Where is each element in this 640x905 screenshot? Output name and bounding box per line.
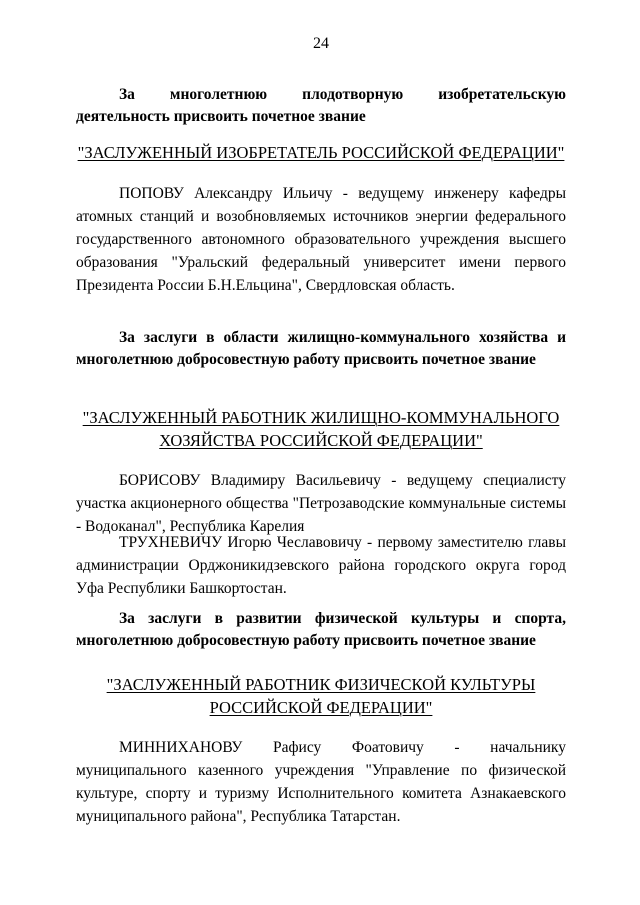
award-title-line: "ЗАСЛУЖЕННЫЙ РАБОТНИК ЖИЛИЩНО-КОММУНАЛЬНОГО: [82, 408, 560, 427]
page-number: 24: [313, 35, 329, 52]
nominee-paragraph: МИННИХАНОВУ Рафису Фоатовичу - начальнику муниципального казенного учреждения "Управление по физической культуре, спорту и туризму Исполнительного комитета Азнакаевского муниципального района", Республика Татарстан.: [76, 739, 566, 825]
award-title-line: ХОЗЯЙСТВА РОССИЙСКОЙ ФЕДЕРАЦИИ": [159, 431, 483, 450]
nominee-paragraph: БОРИСОВУ Владимиру Васильевичу - ведущему специалисту участка акционерного общества "Петрозаводские коммунальные системы - Водоканал", Республика Карелия: [76, 472, 566, 535]
award-title: "ЗАСЛУЖЕННЫЙ ИЗОБРЕТАТЕЛЬ РОССИЙСКОЙ ФЕДЕРАЦИИ": [77, 143, 565, 162]
award-title-line: РОССИЙСКОЙ ФЕДЕРАЦИИ": [209, 698, 433, 717]
section-heading: За многолетнюю плодотворную изобретательскую деятельность присвоить почетное звание: [76, 86, 566, 125]
document-page: [76, 0, 566, 905]
award-title-line: "ЗАСЛУЖЕННЫЙ РАБОТНИК ФИЗИЧЕСКОЙ КУЛЬТУРЫ: [106, 675, 536, 694]
section-heading: За заслуги в области жилищно-коммунального хозяйства и многолетнюю добросовестную работу присвоить почетное звание: [76, 329, 566, 368]
nominee-paragraph: ПОПОВУ Александру Ильичу - ведущему инженеру кафедры атомных станций и возобновляемых источников энергии федерального государственного автономного образовательного учреждения высшего образования "Уральский федеральный университет имени первого Президента России Б.Н.Ельцина", Свердловская область.: [76, 185, 566, 294]
section-heading: За заслуги в развитии физической культуры и спорта, многолетнюю добросовестную работу присвоить почетное звание: [76, 610, 566, 649]
nominee-paragraph: ТРУХНЕВИЧУ Игорю Чеславовичу - первому заместителю главы администрации Орджоникидзевского района городского округа город Уфа Республики Башкортостан.: [76, 534, 566, 597]
